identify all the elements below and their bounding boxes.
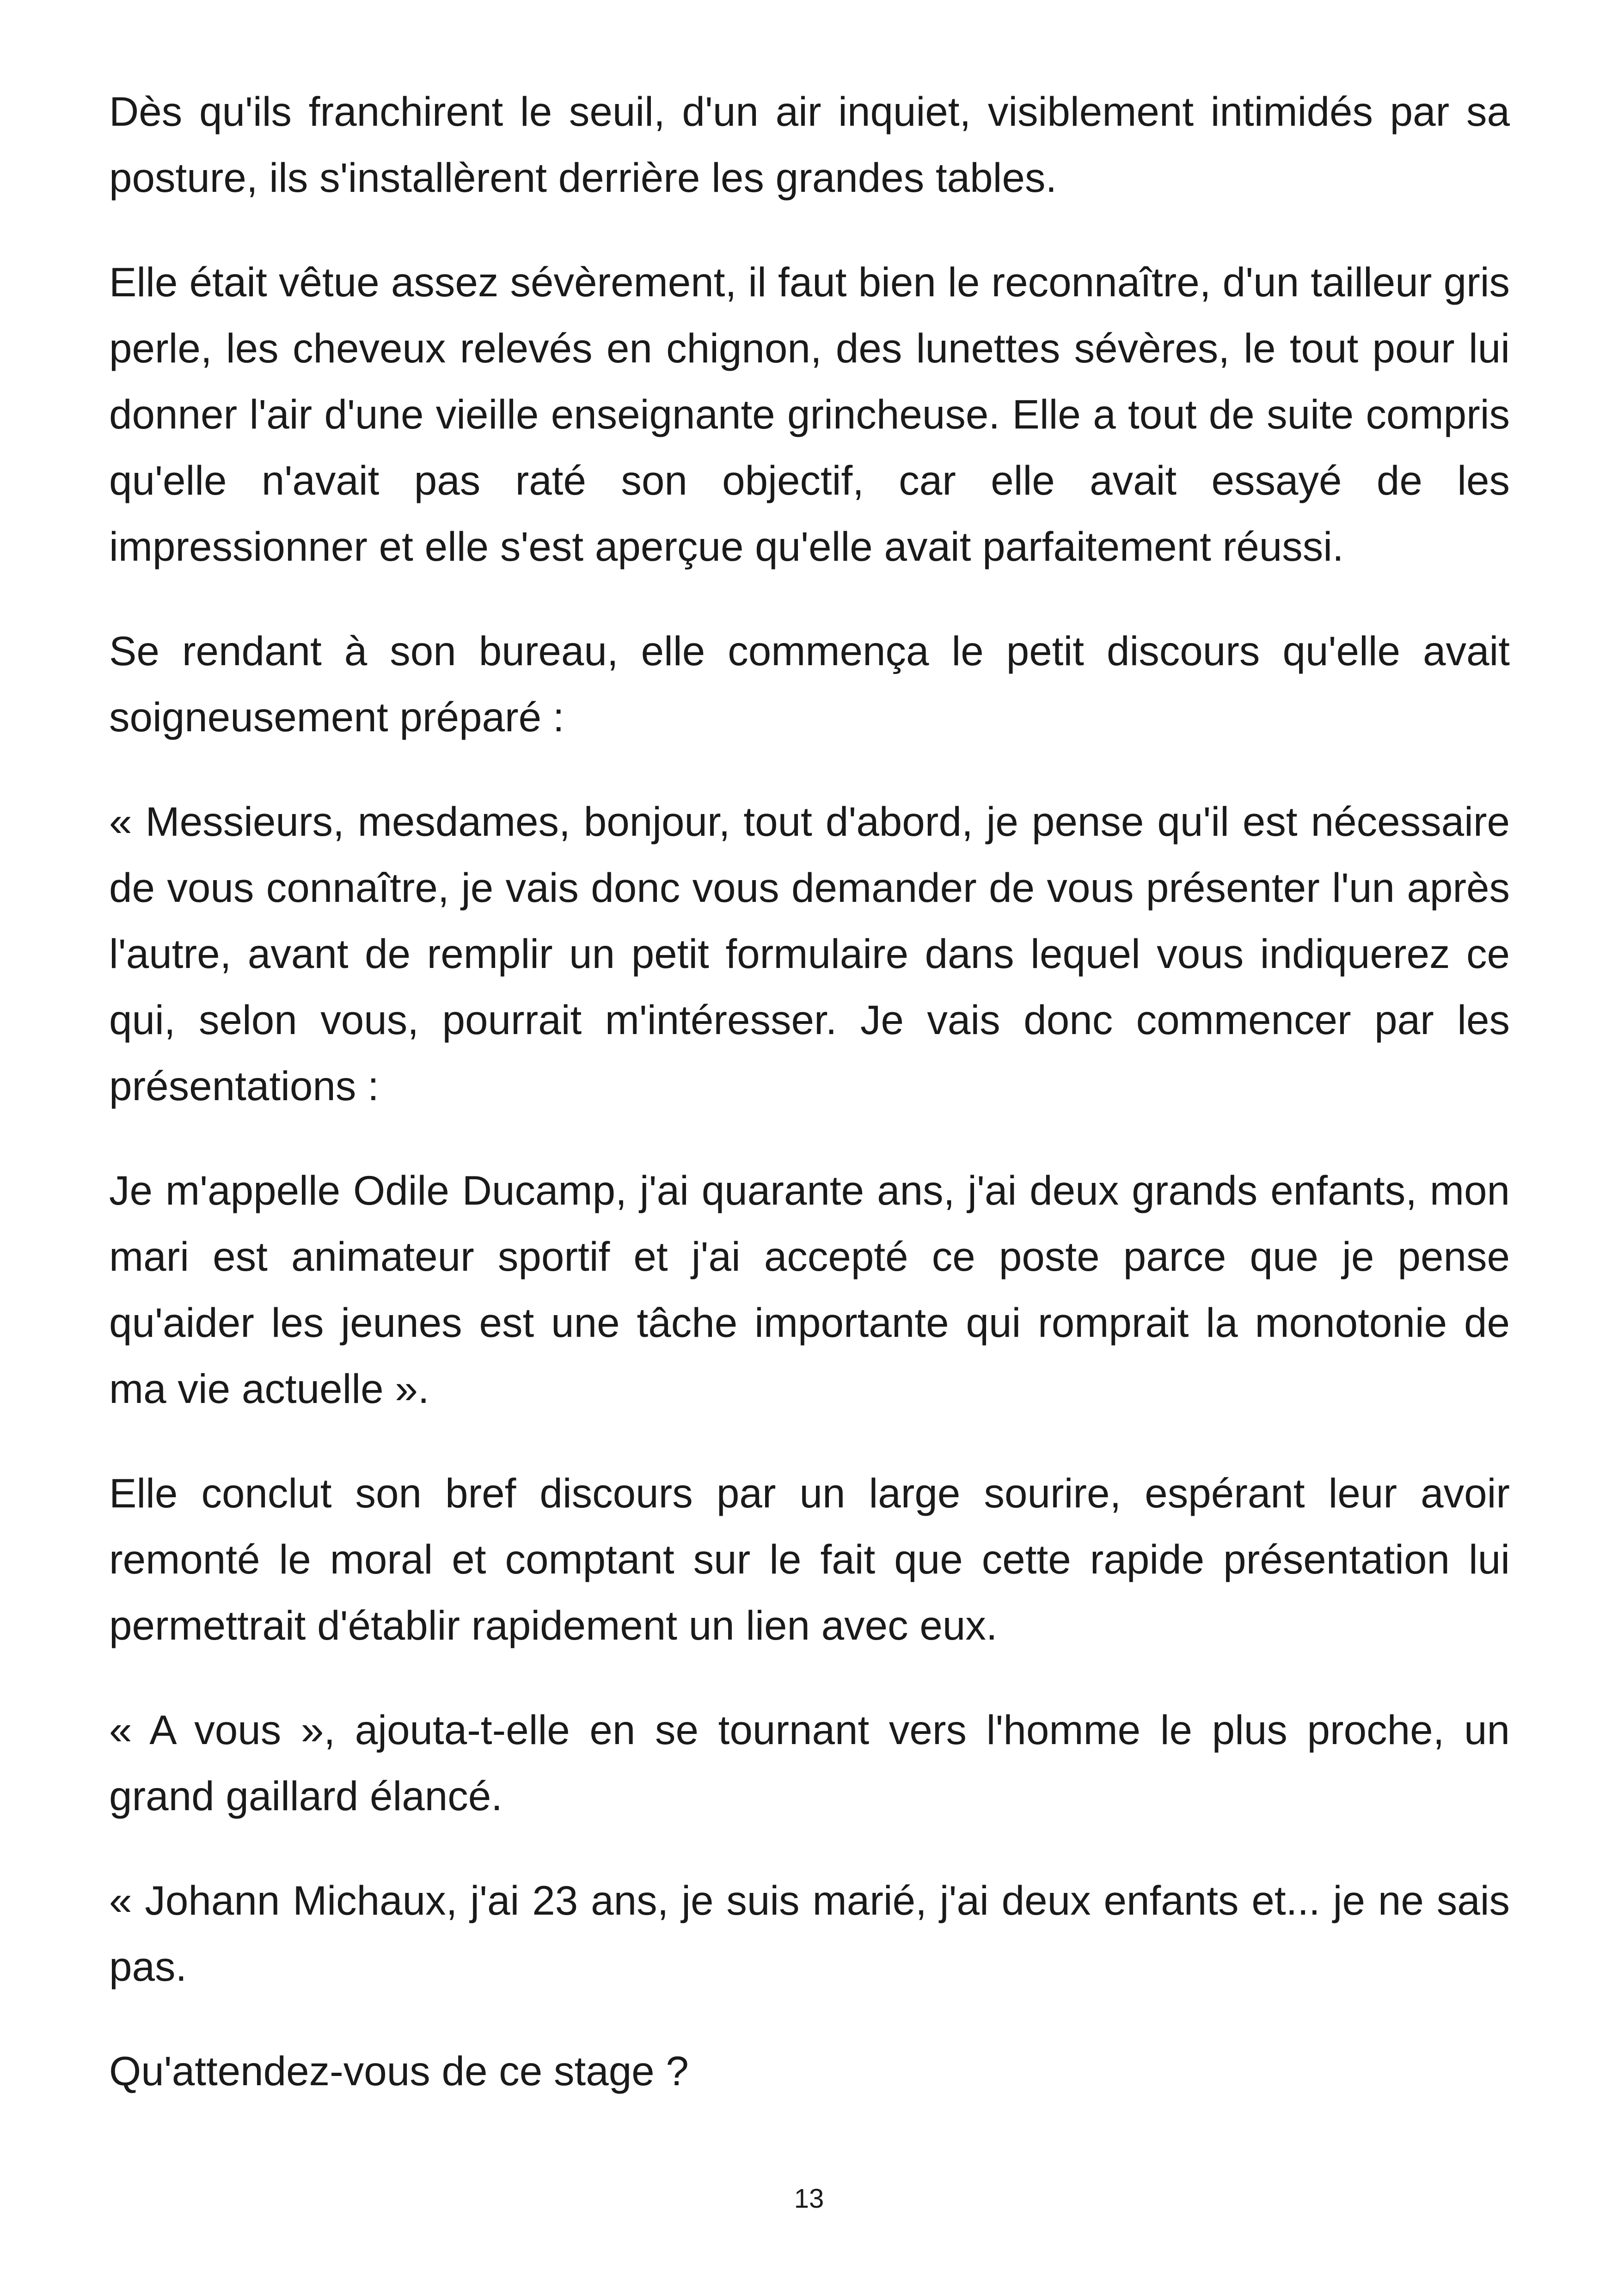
paragraph-6: Elle conclut son bref discours par un large sourire, espérant leur avoir remonté le moral et comptant sur le fait que cette rapide présentation lui permettrait d'établir rapidement un lien avec eux. (109, 1470, 1510, 1648)
paragraph-3: Se rendant à son bureau, elle commença le petit discours qu'elle avait soigneusement préparé : (109, 628, 1510, 740)
page-number: 13 (794, 2184, 824, 2214)
paragraph-2: Elle était vêtue assez sévèrement, il faut bien le reconnaître, d'un tailleur gris perle, les cheveux relevés en chignon, des lunettes sévères, le tout pour lui donner l'air d'une vieille enseignante grincheuse. Elle a tout de suite compris qu'elle n'avait pas raté son objectif, car elle avait essayé de les impressionner et elle s'est aperçue qu'elle avait parfaitement réussi. (109, 259, 1510, 569)
paragraph-8: « Johann Michaux, j'ai 23 ans, je suis marié, j'ai deux enfants et... je ne sais pas. (109, 1877, 1510, 1990)
paragraph-7: « A vous », ajouta-t-elle en se tournant vers l'homme le plus proche, un grand gaillard élancé. (109, 1707, 1510, 1819)
body-text (109, 79, 1510, 2143)
paragraph-4: « Messieurs, mesdames, bonjour, tout d'abord, je pense qu'il est nécessaire de vous connaître, je vais donc vous demander de vous présenter l'un après l'autre, avant de remplir un petit formulaire dans lequel vous indiquerez ce qui, selon vous, pourrait m'intéresser. Je vais donc commencer par les présentations : (109, 798, 1510, 1109)
paragraph-1: Dès qu'ils franchirent le seuil, d'un air inquiet, visiblement intimidés par sa posture, ils s'installèrent derrière les grandes tables. (109, 88, 1510, 201)
paragraph-9: Qu'attendez-vous de ce stage ? (109, 2048, 689, 2094)
paragraph-5: Je m'appelle Odile Ducamp, j'ai quarante ans, j'ai deux grands enfants, mon mari est animateur sportif et j'ai accepté ce poste parce que je pense qu'aider les jeunes est une tâche importante qui romprait la monotonie de ma vie actuelle ». (109, 1167, 1510, 1412)
